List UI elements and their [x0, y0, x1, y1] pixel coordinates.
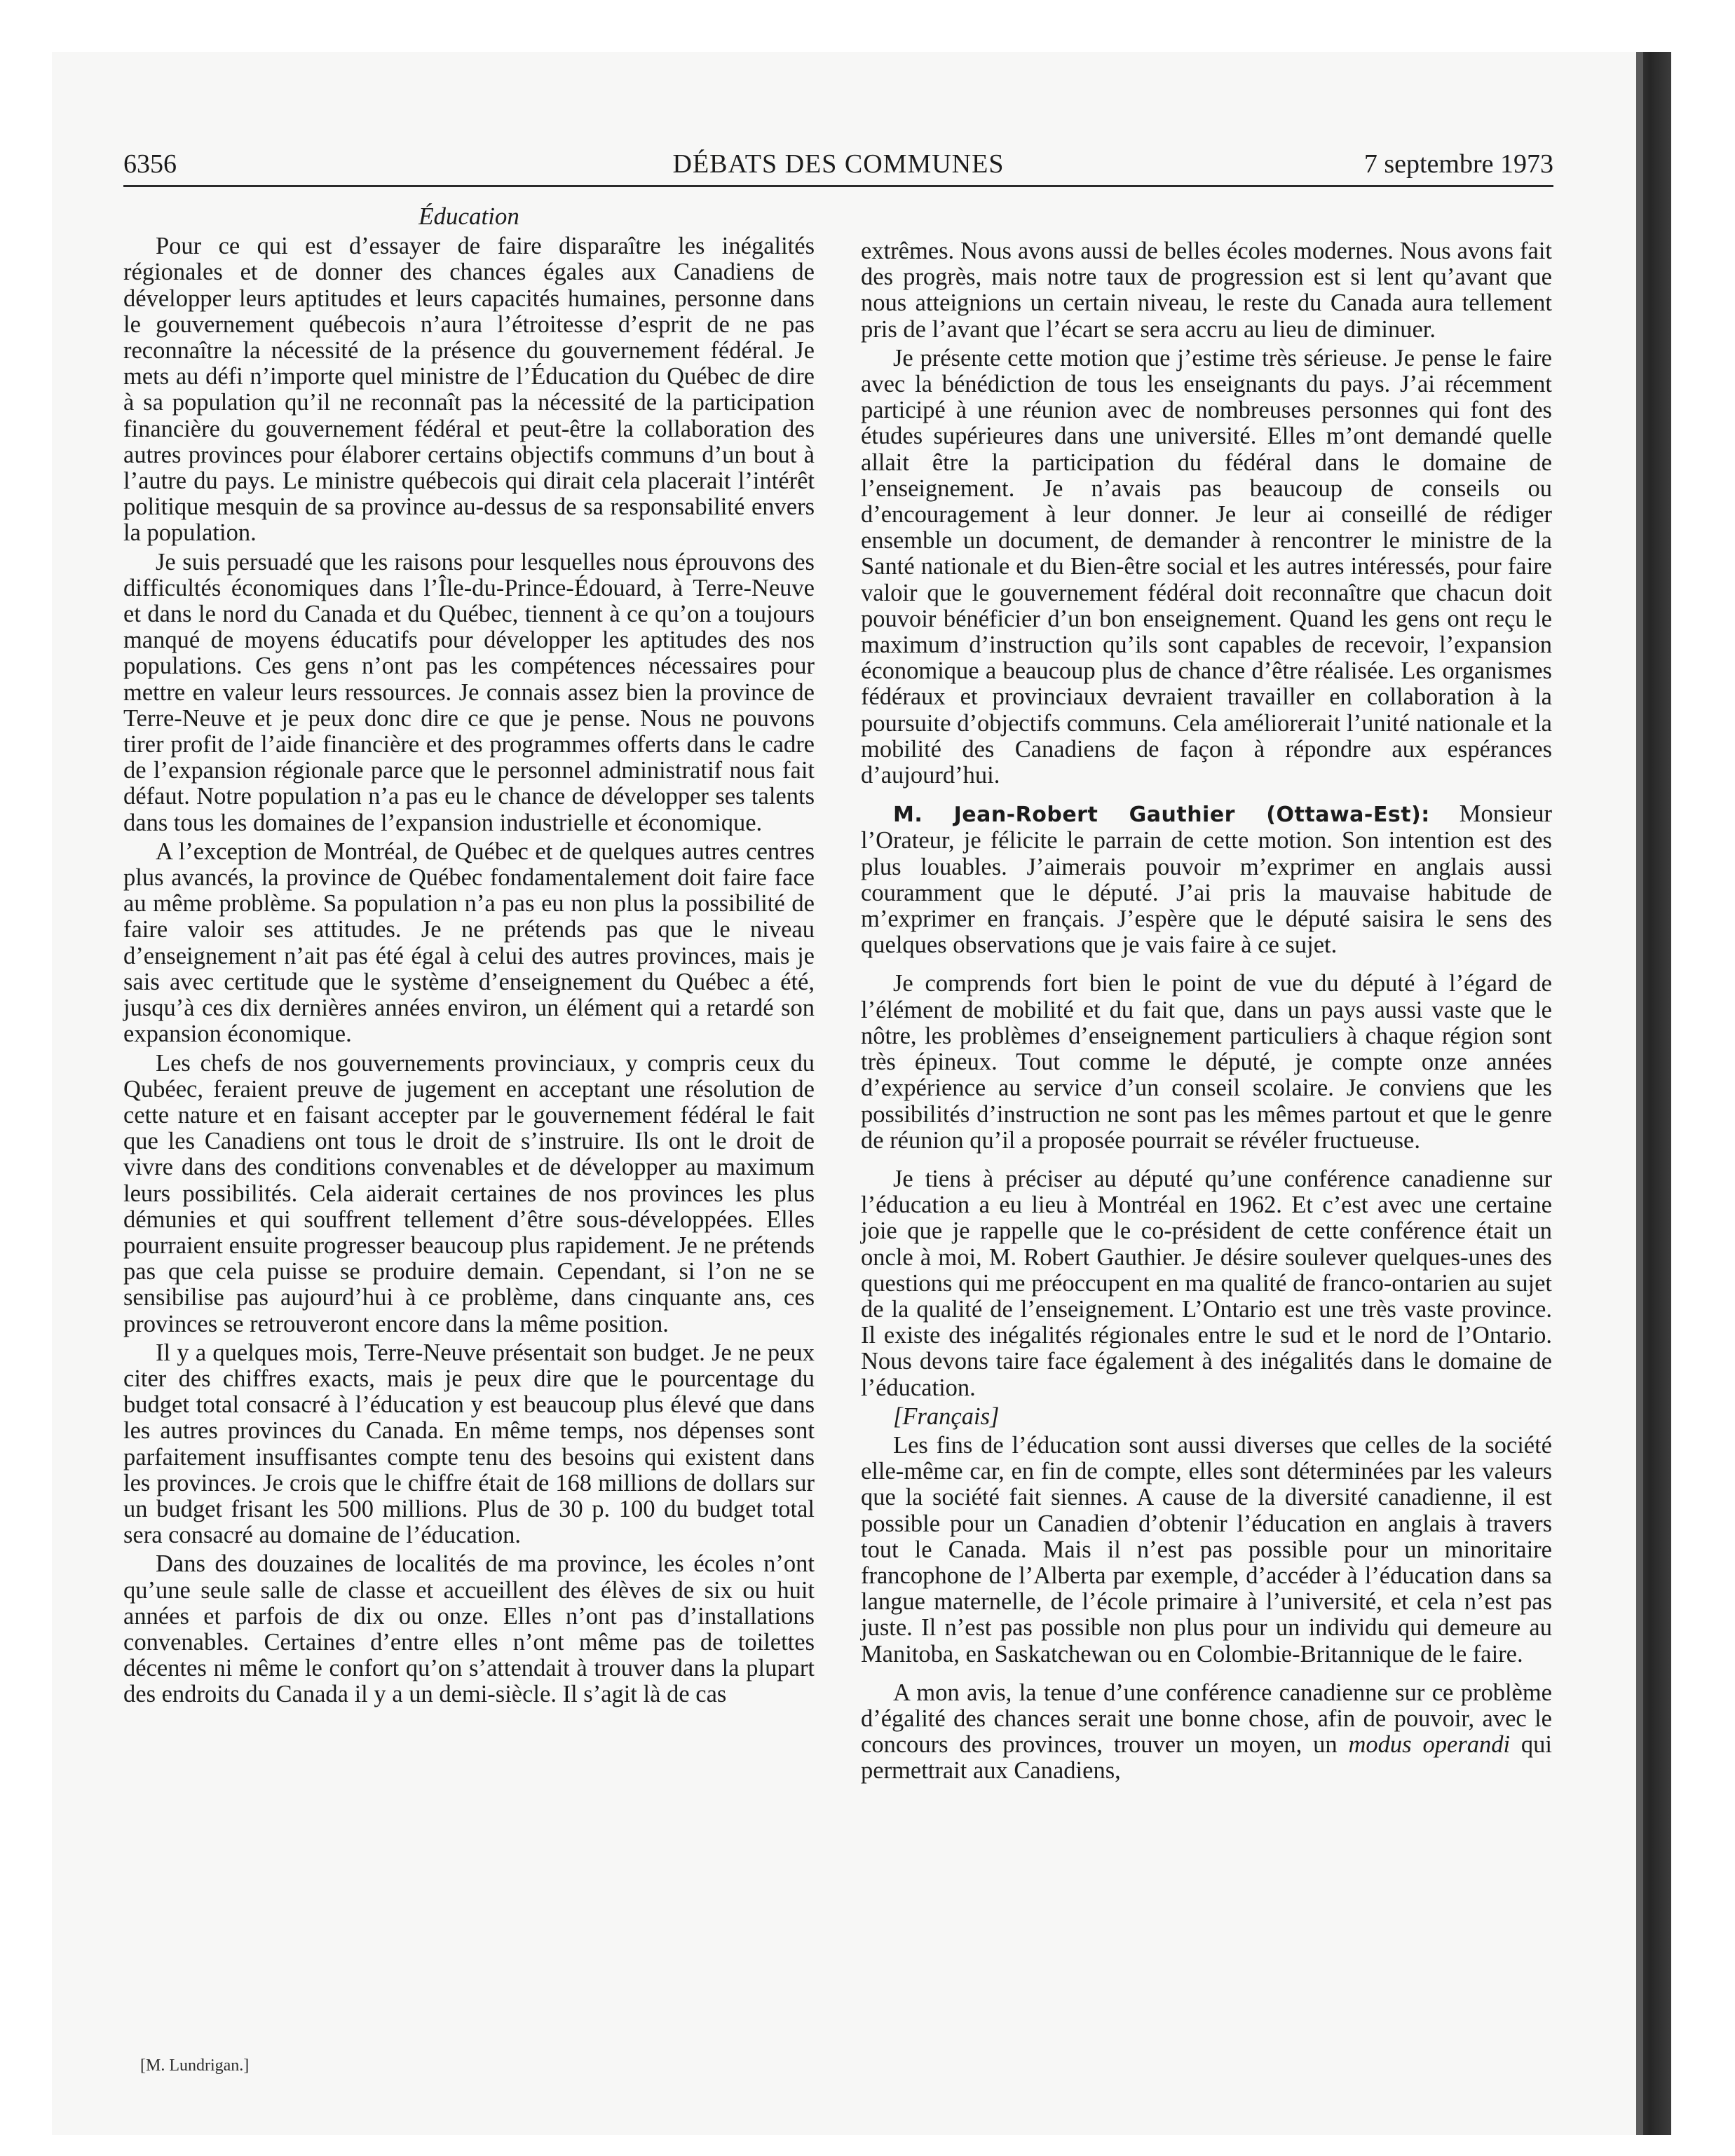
scan-edge-shadow — [1636, 52, 1671, 2135]
latin-term: modus operandi — [1348, 1731, 1511, 1759]
section-title: Éducation — [419, 203, 519, 230]
left-column — [123, 203, 815, 1711]
paragraph: Les chefs de nos gouvernements provinciaux, y compris ceux du Qubéec, feraient preuve de jugement en acceptant une résolution de cette nature et en faisant accepter par le gouvernement fédéral le fait que les Canadiens ont tous le droit de s’instruire. Ils ont le droit de vivre dans des conditions convenables et de développer au maximum leurs possibilités. Cela aiderait certaines de nos provinces les plus démunies et qui souffrent tellement d’être sous-développées. Elles pourraient ensuite progresser beaucoup plus rapidement. Je ne prétends pas que cela puisse se produire demain. Cependant, si l’on ne se sensibilise pas aujourd’hui à ce problème, dans cinquante ans, ces provinces se retrouveront encore dans la même position. — [123, 1049, 815, 1337]
paragraph-continued: extrêmes. Nous avons aussi de belles écoles modernes. Nous avons fait des progrès, mais notre taux de progression est si lent qu’avant que nous atteignions un certain niveau, le reste du Canada aura tellement pris de l’avant que l’écart se sera accru au lieu de diminuer. — [861, 238, 1552, 343]
paragraph: Je suis persuadé que les raisons pour lesquelles nous éprouvons des difficultés économiques dans l’Île-du-Prince-Édouard, à Terre-Neuve et dans le nord du Canada et du Québec, tiennent à ce qu’on a toujours manqué de moyens éducatifs pour développer les aptitudes des nos populations. Ces gens n’ont pas les compétences nécessaires pour mettre en valeur leurs ressources. Je connais assez bien la province de Terre-Neuve et je peux donc dire ce que je pense. Nous ne pouvons tirer profit de l’aide financière et des programmes offerts dans le cadre de l’expansion régionale parce que le personnel administratif nous fait défaut. Notre population n’a pas eu le chance de développer ses talents dans tous les domaines de l’expansion industrielle et économique. — [123, 548, 815, 836]
publication-title: DÉBATS DES COMMUNES — [672, 149, 1005, 179]
speaker-footer-tag: [M. Lundrigan.] — [140, 2056, 250, 2075]
paragraph — [861, 1680, 1552, 1785]
page-header — [123, 149, 1553, 187]
page-number: 6356 — [123, 149, 177, 179]
paragraph: Dans des douzaines de localités de ma province, les écoles n’ont qu’une seule salle de classe et accueillent des élèves de six ou huit années et parfois de dix ou onze. Elles n’ont pas d’installations convenables. Certaines d’entre elles n’ont même pas de toilettes décentes ni même le confort qu’on s’attendait à trouver dans la plupart des endroits du Canada il y a un demi-siècle. Il s’agit là de cas — [123, 1550, 815, 1708]
page-date: 7 septembre 1973 — [1363, 149, 1553, 179]
paragraph-text-start: A mon avis, la tenue d’une conférence canadienne sur ce problème d’égalité des chances serait une bonne chose, afin de pouvoir, avec le concours des provinces, trouver un moyen, un — [861, 1679, 1552, 1759]
paragraph: Les fins de l’éducation sont aussi diverses que celles de la société elle-même car, en fin de compte, elles sont déterminées par les valeurs que la société fait siennes. A cause de la diversité canadienne, il est possible pour un Canadien d’obtenir l’éducation en anglais à travers tout le Canada. Mais il n’est pas possible pour un minoritaire francophone de l’Alberta par exemple, d’accéder à l’éducation dans sa langue maternelle, de l’école primaire à l’université, et cela n’est pas juste. Il n’est pas possible non plus pour un individu qui demeure au Manitoba, en Saskatchewan ou en Colombie-Britannique de le faire. — [861, 1431, 1552, 1667]
speaker-text: Monsieur l’Orateur, je félicite le parrain de cette motion. Son intention est des plus louables. J’aimerais pouvoir m’exprimer en anglais aussi couramment que le député. J’ai pris la mauvaise habitude de m’exprimer en français. J’espère que le député saisira le sens des quelques observations que je vais faire à ce sujet. — [861, 800, 1553, 959]
paragraph: Je présente cette motion que j’estime très sérieuse. Je pense le faire avec la bénédiction de tous les enseignants du pays. J’ai récemment participé à une réunion avec de nombreuses personnes qui font des études supérieures dans une université. Elles m’ont demandé quelle allait être la participation du fédéral dans le domaine de l’enseignement. Je n’avais pas beaucoup de conseils ou d’encouragement à leur donner. Je leur ai conseillé de rédiger ensemble un document, de demander à rencontrer le ministre de la Santé nationale et du Bien-être social et les autres intéressés, pour faire valoir que le gouvernement fédéral doit reconnaître que chacun doit pouvoir bénéficier d’un bon enseignement. Quand les gens ont reçu le maximum d’instruction qu’ils sont capables de recevoir, l’expansion économique a beaucoup plus de chance d’être réalisée. Les organismes fédéraux et provinciaux devraient travailler en collaboration à la poursuite d’objectifs communs. Cela améliorerait l’unité nationale et la mobilité des Canadiens de façon à répondre aux espérances d’aujourd’hui. — [861, 344, 1552, 789]
paragraph: Je comprends fort bien le point de vue du député à l’égard de l’élément de mobilité et du fait que, dans un pays aussi vaste que le nôtre, les problèmes d’enseignement particuliers à chaque région sont très épineux. Tout comme le député, je compte onze années d’expérience au service d’un conseil scolaire. Je conviens que les possibilités d’instruction ne sont pas les mêmes partout et que le genre de réunion qu’il a proposée pourrait se révéler fructueuse. — [861, 970, 1552, 1154]
speaker-paragraph — [861, 801, 1552, 958]
paragraph: Je tiens à préciser au député qu’une conférence canadienne sur l’éducation a eu lieu à Montréal en 1962. Et c’est avec une certaine joie que je rappelle que le co-président de cette conférence était un oncle à moi, M. Robert Gauthier. Je désire soulever quelques-unes des questions qui me préoccupent en ma qualité de franco-ontarien au sujet de la qualité de l’enseignement. L’Ontario est une très vaste province. Il existe des inégalités régionales entre le sud et le nord de l’Ontario. Nous devons taire face également à des inégalités dans le domaine de l’éducation. — [861, 1165, 1552, 1401]
paragraph: A l’exception de Montréal, de Québec et de quelques autres centres plus avancés, la province de Québec fondamentalement doit faire face au même problème. Sa population n’a pas eu non plus la possibilité de faire valoir ses attitudes. Je ne prétends pas que le niveau d’enseignement n’ait pas été égal à celui des autres provinces, mais je sais avec certitude que le système d’enseignement du Québec a été, jusqu’à ces dix dernières années environ, un élément qui a retardé son expansion économique. — [123, 838, 815, 1048]
right-column — [861, 238, 1552, 1787]
language-marker: [Français] — [893, 1403, 1000, 1430]
paragraph-text-end: qui permettrait aux Canadiens, — [861, 1731, 1553, 1785]
speaker-name: M. Jean-Robert Gauthier (Ottawa-Est): — [893, 803, 1430, 828]
paragraph: Pour ce qui est d’essayer de faire disparaître les inégalités régionales et de donner des chances égales aux Canadiens de développer leurs aptitudes et leurs capacités humaines, personne dans le gouvernement québecois n’aura l’étroitesse d’esprit de ne pas reconnaître la nécessité de la présence du gouvernement fédéral. Je mets au défi n’importe quel ministre de l’Éducation du Québec de dire à sa population qu’il ne reconnaît pas la nécessité de la participation financière du gouvernement fédéral et peut-être la collaboration des autres provinces pour élaborer certains objectifs communs d’un bout à l’autre du pays. Le ministre québecois qui dirait cela placerait l’intérêt politique mesquin de sa province au-dessus de sa responsabilité envers la population. — [123, 233, 815, 547]
paragraph: Il y a quelques mois, Terre-Neuve présentait son budget. Je ne peux citer des chiffres exacts, mais je peux dire que le pourcentage du budget total consacré à l’éducation y est beaucoup plus élevé que dans les autres provinces du Canada. En même temps, nos dépenses sont parfaitement insuffisantes compte tenu des besoins qui existent dans les provinces. Je crois que le chiffre était de 168 millions de dollars sur un budget frisant les 500 millions. Plus de 30 p. 100 du budget total sera consacré au domaine de l’éducation. — [123, 1339, 815, 1549]
